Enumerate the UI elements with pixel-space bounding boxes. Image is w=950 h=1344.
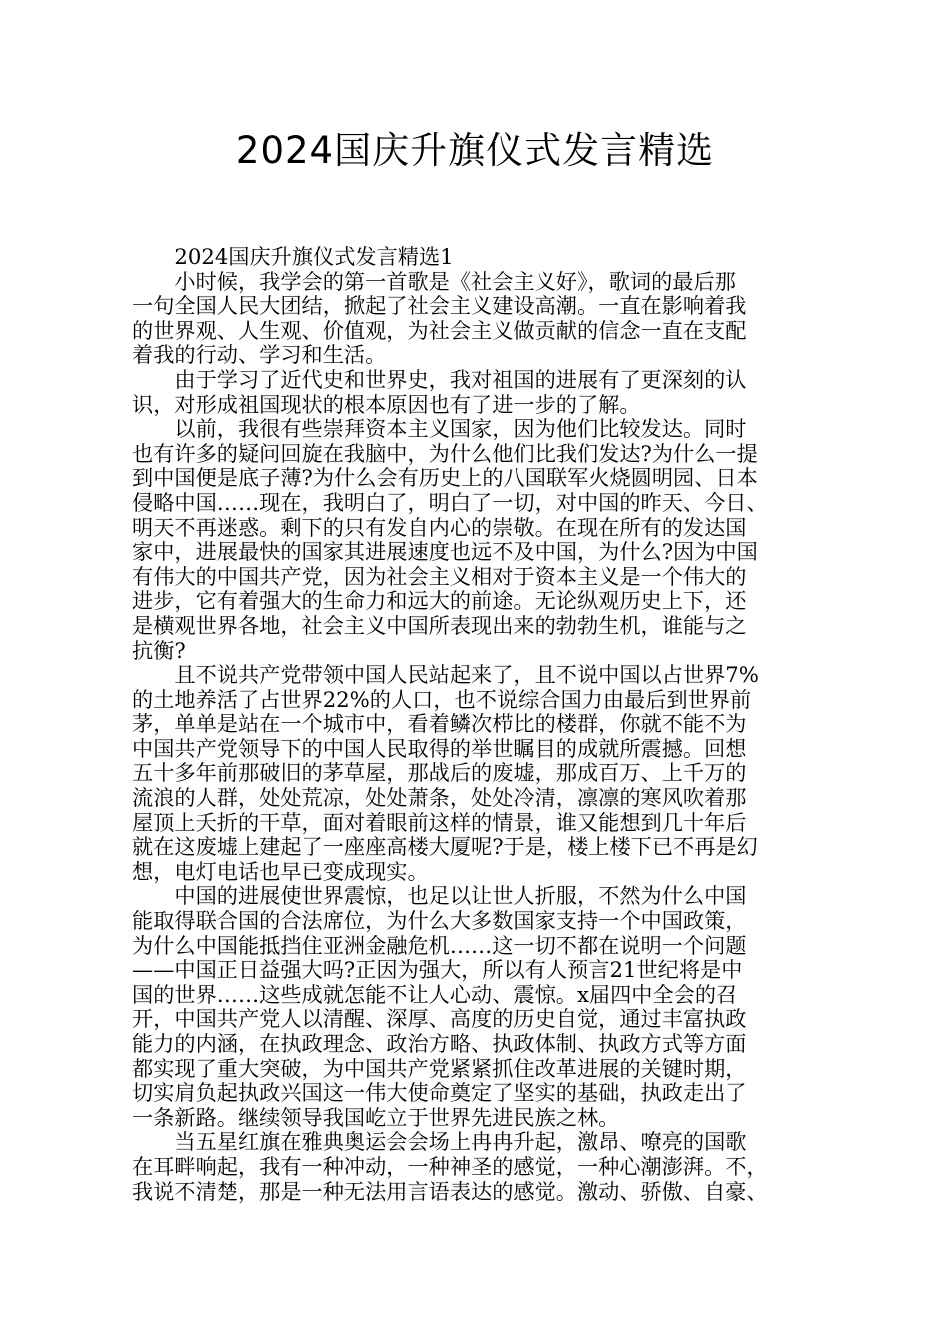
body-paragraph: 以前，我很有些崇拜资本主义国家，因为他们比较发达。同时 也有许多的疑问回旋在我脑中，为什么他们比我们发达?为什么一提 到中国便是底子薄?为什么会有历史上的八国联军火烧圆明园、日本 侵略中国……现在，我明白了，明白了一切，对中国的昨天、今日、 明天不再迷惑。剩下的只有发自内心的崇敬。在现在所有的发达国 家中，进展最快的国家其进展速度也远不及中国，为什么?因为中国 有伟大的中国共产党，因为社会主义相对于资本主义是一个伟大的 进步，它有着强大的生命力和远大的前途。无论纵观历史上下，还 是横观世界各地，社会主义中国所表现出来的勃勃生机，谁能与之 抗衡? [132,416,768,663]
body-paragraph: 当五星红旗在雅典奥运会会场上冉冉升起，激昂、嘹亮的国歌 在耳畔响起，我有一种冲动，一种神圣的感觉，一种心潮澎湃。不， 我说不清楚，那是一种无法用言语表达的感觉。激动、骄傲、自豪、 [132,1129,768,1204]
body-paragraph: 小时候，我学会的第一首歌是《社会主义好》，歌词的最后那 一句全国人民大团结，掀起了社会主义建设高潮。一直在影响着我 的世界观、人生观、价值观，为社会主义做贡献的信念一直在支配 着我的行动、学习和生活。 [132,268,747,368]
body-paragraph: 由于学习了近代史和世界史，我对祖国的进展有了更深刻的认 识，对形成祖国现状的根本原因也有了进一步的了解。 [132,366,747,417]
body-paragraph: 且不说共产党带领中国人民站起来了，且不说中国以占世界7% 的土地养活了占世界22%的人口，也不说综合国力由最后到世界前 茅，单单是站在一个城市中，看着鳞次栉比的楼群，你就不能不为 中国共产党领导下的中国人民取得的举世瞩目的成就所震撼。回想 五十多年前那破旧的茅草屋，那战后的废墟，那成百万、上千万的 流浪的人群，处处荒凉，处处萧条，处处冷清，凛凛的寒风吹着那 屋顶上夭折的干草，面对着眼前这样的情景，谁又能想到几十年后 就在这废墟上建起了一座座高楼大厦呢?于是，楼上楼下已不再是幻 想，电灯电话也早已变成现实。 [132,662,759,884]
document-title: 2024国庆升旗仪式发言精选 [235,129,715,172]
body-paragraph: 中国的进展使世界震惊，也足以让世人折服，不然为什么中国 能取得联合国的合法席位，为什么大多数国家支持一个中国政策， 为什么中国能抵挡住亚洲金融危机……这一切不都在说明一个问题 ——中国正日益强大吗?正因为强大，所以有人预言21世纪将是中 国的世界……这些成就怎能不让人心动、震惊。x届四中全会的召 开，中国共产党人以清醒、深厚、高度的历史自觉，通过丰富执政 能力的内涵，在执政理念、政治方略、执政体制、执政方式等方面 都实现了重大突破，为中国共产党紧紧抓住改革进展的关键时期， 切实肩负起执政兴国这一伟大使命奠定了坚实的基础，执政走出了 一条新路。继续领导我国屹立于世界先进民族之林。 [132,883,747,1130]
section-heading: 2024国庆升旗仪式发言精选1 [174,244,454,269]
document-body [132,245,812,1204]
